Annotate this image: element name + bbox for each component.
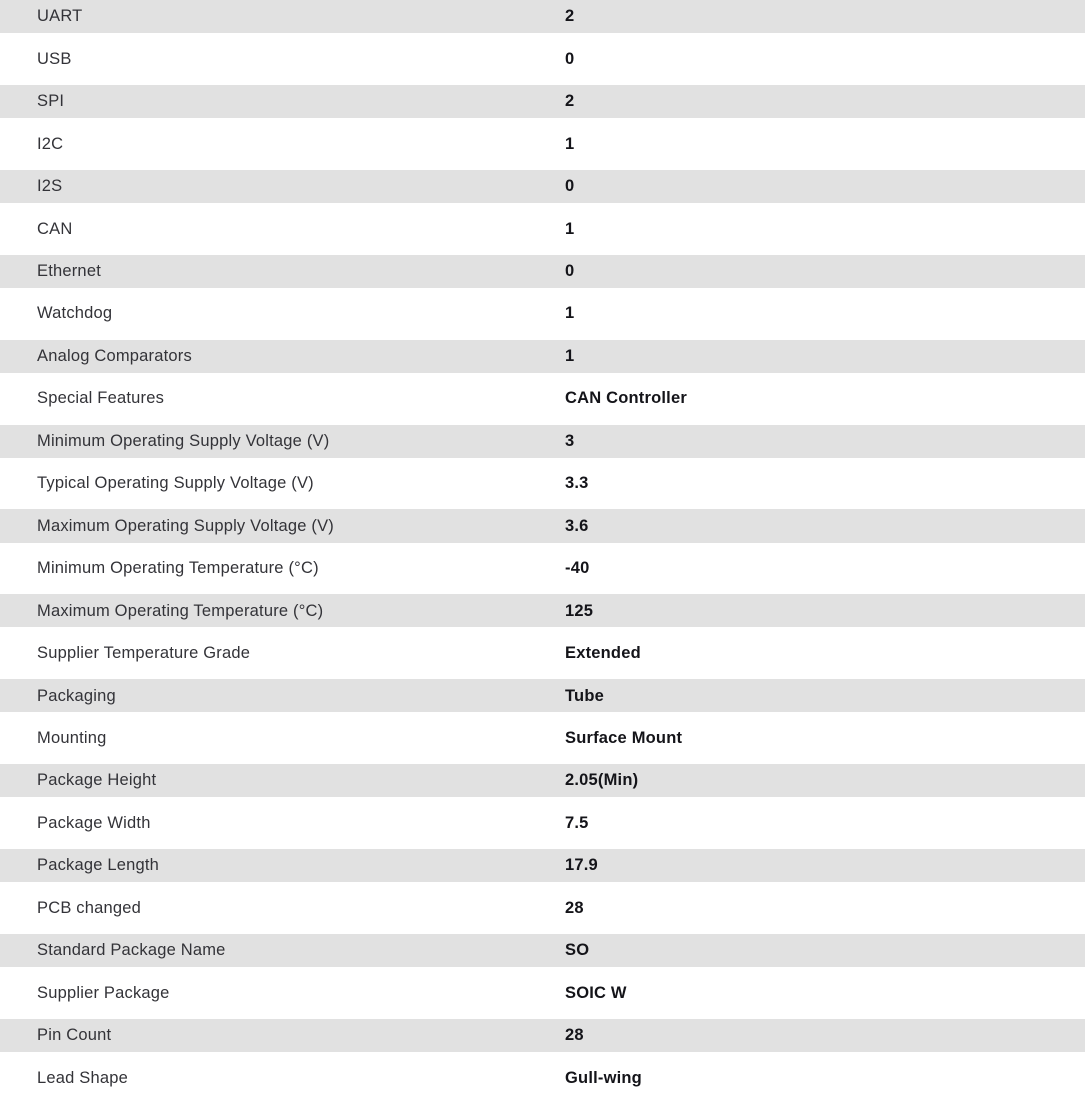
spec-attribute-value: 1 [565, 346, 575, 365]
spec-attribute-label: UART [37, 7, 83, 26]
table-row [0, 0, 1085, 42]
spec-attribute-value: 2.05(Min) [565, 771, 639, 790]
spec-attribute-value: 1 [565, 304, 575, 323]
spec-attribute-label: Package Length [37, 856, 160, 875]
spec-attribute-value: 2 [565, 92, 575, 111]
spec-attribute-label: Special Features [37, 389, 165, 408]
spec-attribute-label: Ethernet [37, 262, 101, 280]
table-row [0, 509, 1085, 551]
spec-attribute-label: Supplier Package [37, 983, 170, 1002]
table-row [0, 892, 1085, 934]
spec-attribute-value: 3.3 [565, 474, 589, 493]
table-row [0, 594, 1085, 636]
table-row [0, 212, 1085, 254]
spec-attribute-value: Tube [565, 686, 604, 705]
spec-attribute-label: Minimum Operating Temperature (°C) [37, 559, 319, 578]
spec-attribute-value: 3.6 [565, 516, 589, 535]
spec-attribute-label: Watchdog [37, 304, 113, 323]
table-row [0, 255, 1085, 297]
spec-attribute-value: CAN Controller [565, 389, 687, 408]
spec-attribute-label: Pin Count [37, 1026, 112, 1045]
table-row [0, 42, 1085, 84]
spec-attribute-value: Surface Mount [565, 728, 683, 747]
spec-attribute-label: Typical Operating Supply Voltage (V) [37, 474, 314, 493]
spec-attribute-label: I2C [37, 134, 64, 153]
spec-attribute-value: 28 [565, 1026, 584, 1045]
table-row [0, 467, 1085, 509]
spec-attribute-label: Package Height [37, 771, 157, 790]
spec-attribute-label: Analog Comparators [37, 346, 192, 365]
table-row [0, 1019, 1085, 1061]
spec-attribute-label: Maximum Operating Supply Voltage (V) [37, 516, 334, 535]
table-row [0, 297, 1085, 339]
table-row [0, 552, 1085, 594]
spec-attribute-value: 0 [565, 177, 575, 196]
spec-attribute-value: 3 [565, 431, 575, 450]
spec-attribute-label: CAN [37, 219, 73, 238]
spec-attribute-label: Lead Shape [37, 1068, 129, 1087]
table-row [0, 170, 1085, 212]
table-row [0, 127, 1085, 169]
spec-attribute-value: 0 [565, 49, 575, 68]
spec-attribute-value: 2 [565, 7, 575, 26]
table-row [0, 637, 1085, 679]
spec-attribute-label: PCB changed [37, 898, 142, 917]
spec-attribute-label: Mounting [37, 728, 107, 747]
spec-attribute-label: Supplier Temperature Grade [37, 644, 251, 663]
table-row [0, 722, 1085, 764]
spec-attribute-value: SOIC W [565, 983, 627, 1002]
spec-attribute-value: 28 [565, 898, 584, 917]
spec-attribute-value: Gull-wing [565, 1068, 642, 1087]
table-row [0, 425, 1085, 467]
spec-attribute-label: Standard Package Name [37, 941, 226, 960]
table-row [0, 340, 1085, 382]
table-row [0, 382, 1085, 424]
spec-attribute-label: Package Width [37, 813, 151, 832]
table-row [0, 849, 1085, 891]
spec-attribute-label: USB [37, 49, 72, 68]
table-row [0, 679, 1085, 721]
spec-attribute-value: SO [565, 941, 590, 960]
spec-attribute-label: Packaging [37, 686, 116, 705]
spec-attribute-label: SPI [37, 92, 65, 111]
spec-attribute-value: 7.5 [565, 813, 589, 832]
spec-attribute-value: 1 [565, 219, 575, 238]
table-row [0, 934, 1085, 976]
spec-attribute-value: -40 [565, 559, 590, 578]
spec-attribute-value: 0 [565, 262, 575, 280]
table-row [0, 976, 1085, 1018]
spec-attribute-label: Maximum Operating Temperature (°C) [37, 601, 324, 620]
table-row [0, 85, 1085, 127]
table-row [0, 807, 1085, 849]
spec-attribute-value: Extended [565, 644, 641, 663]
spec-attribute-value: 1 [565, 134, 575, 153]
spec-attribute-value: 17.9 [565, 856, 598, 875]
spec-attribute-label: Minimum Operating Supply Voltage (V) [37, 431, 330, 450]
spec-attribute-label: I2S [37, 177, 63, 196]
spec-attribute-value: 125 [565, 601, 594, 620]
table-row [0, 1061, 1085, 1103]
table-row [0, 764, 1085, 806]
